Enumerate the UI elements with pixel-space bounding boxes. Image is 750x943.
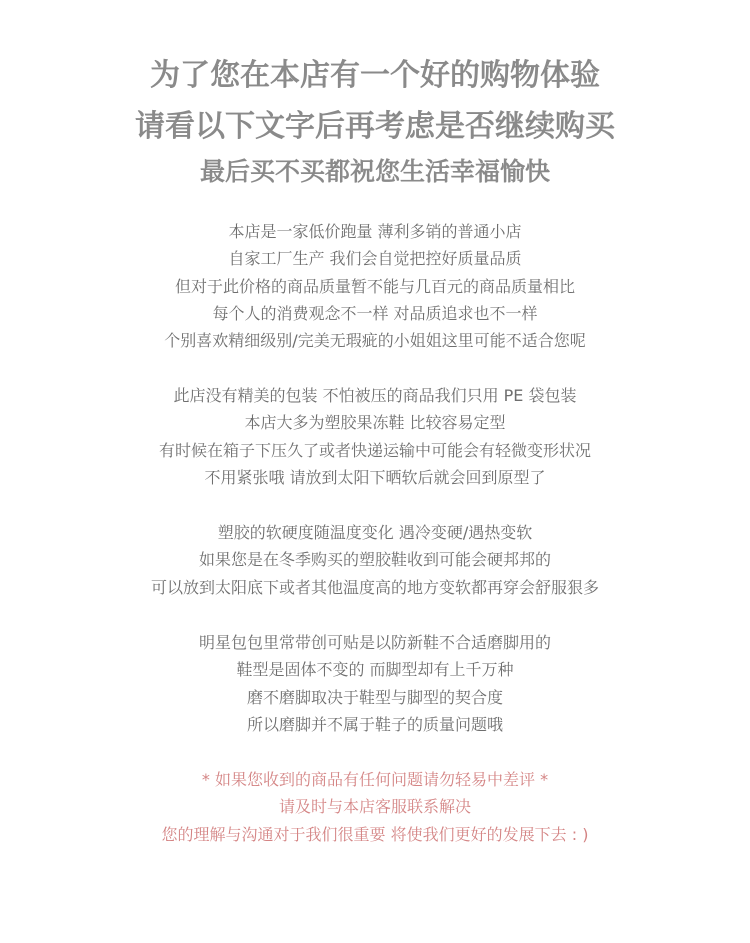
paragraph-fit xyxy=(0,629,750,738)
paragraph-packaging xyxy=(0,382,750,491)
heading-line-1: 为了您在本店有一个好的购物体验 xyxy=(150,58,600,93)
paragraph-line: 塑胶的软硬度随温度变化 遇冷变硬/遇热变软 xyxy=(217,523,533,542)
paragraph-line: 此店没有精美的包装 不怕被压的商品我们只用 PE 袋包装 xyxy=(173,386,577,405)
paragraph-line: 但对于此价格的商品质量暂不能与几百元的商品质量相比 xyxy=(174,276,575,296)
paragraph-line: 您的理解与沟通对于我们很重要 将使我们更好的发展下去 : ) xyxy=(161,824,589,844)
paragraph-shop-intro xyxy=(0,218,750,354)
paragraph-line: 如果您是在冬季购买的塑胶鞋收到可能会硬邦邦的 xyxy=(198,550,551,570)
paragraph-line: 明星包包里常带创可贴是以防新鞋不合适磨脚用的 xyxy=(198,633,551,652)
paragraph-review-notice xyxy=(0,766,750,848)
paragraph-line: 个别喜欢精细级别/完美无瑕疵的小姐姐这里可能不适合您呢 xyxy=(164,331,586,351)
paragraph-line: 请及时与本店客服联系解决 xyxy=(278,797,471,817)
paragraph-line: 鞋型是固体不变的 而脚型却有上千万种 xyxy=(236,660,514,680)
paragraph-line: 可以放到太阳底下或者其他温度高的地方变软都再穿会舒服狠多 xyxy=(150,577,599,597)
paragraph-line: 本店大多为塑胶果冻鞋 比较容易定型 xyxy=(244,413,506,433)
heading-line-3: 最后买不买都祝您生活幸福愉快 xyxy=(199,157,550,186)
paragraph-line: * 如果您收到的商品有任何问题请勿轻易中差评 * xyxy=(201,770,549,789)
paragraph-line: 自家工厂生产 我们会自觉把控好质量品质 xyxy=(228,249,522,269)
paragraph-line: 不用紧张哦 请放到太阳下晒软后就会回到原型了 xyxy=(204,467,546,487)
paragraph-line: 每个人的消费观念不一样 对品质追求也不一样 xyxy=(212,303,538,323)
paragraph-line: 磨不磨脚取决于鞋型与脚型的契合度 xyxy=(246,687,503,707)
paragraph-temperature xyxy=(0,519,750,601)
heading-line-2: 请看以下文字后再考虑是否继续购买 xyxy=(135,109,615,144)
paragraph-line: 有时候在箱子下压久了或者快递运输中可能会有轻微变形状况 xyxy=(158,440,591,460)
paragraph-line: 所以磨脚并不属于鞋子的质量问题哦 xyxy=(246,714,503,734)
paragraph-line: 本店是一家低价跑量 薄利多销的普通小店 xyxy=(228,222,522,241)
